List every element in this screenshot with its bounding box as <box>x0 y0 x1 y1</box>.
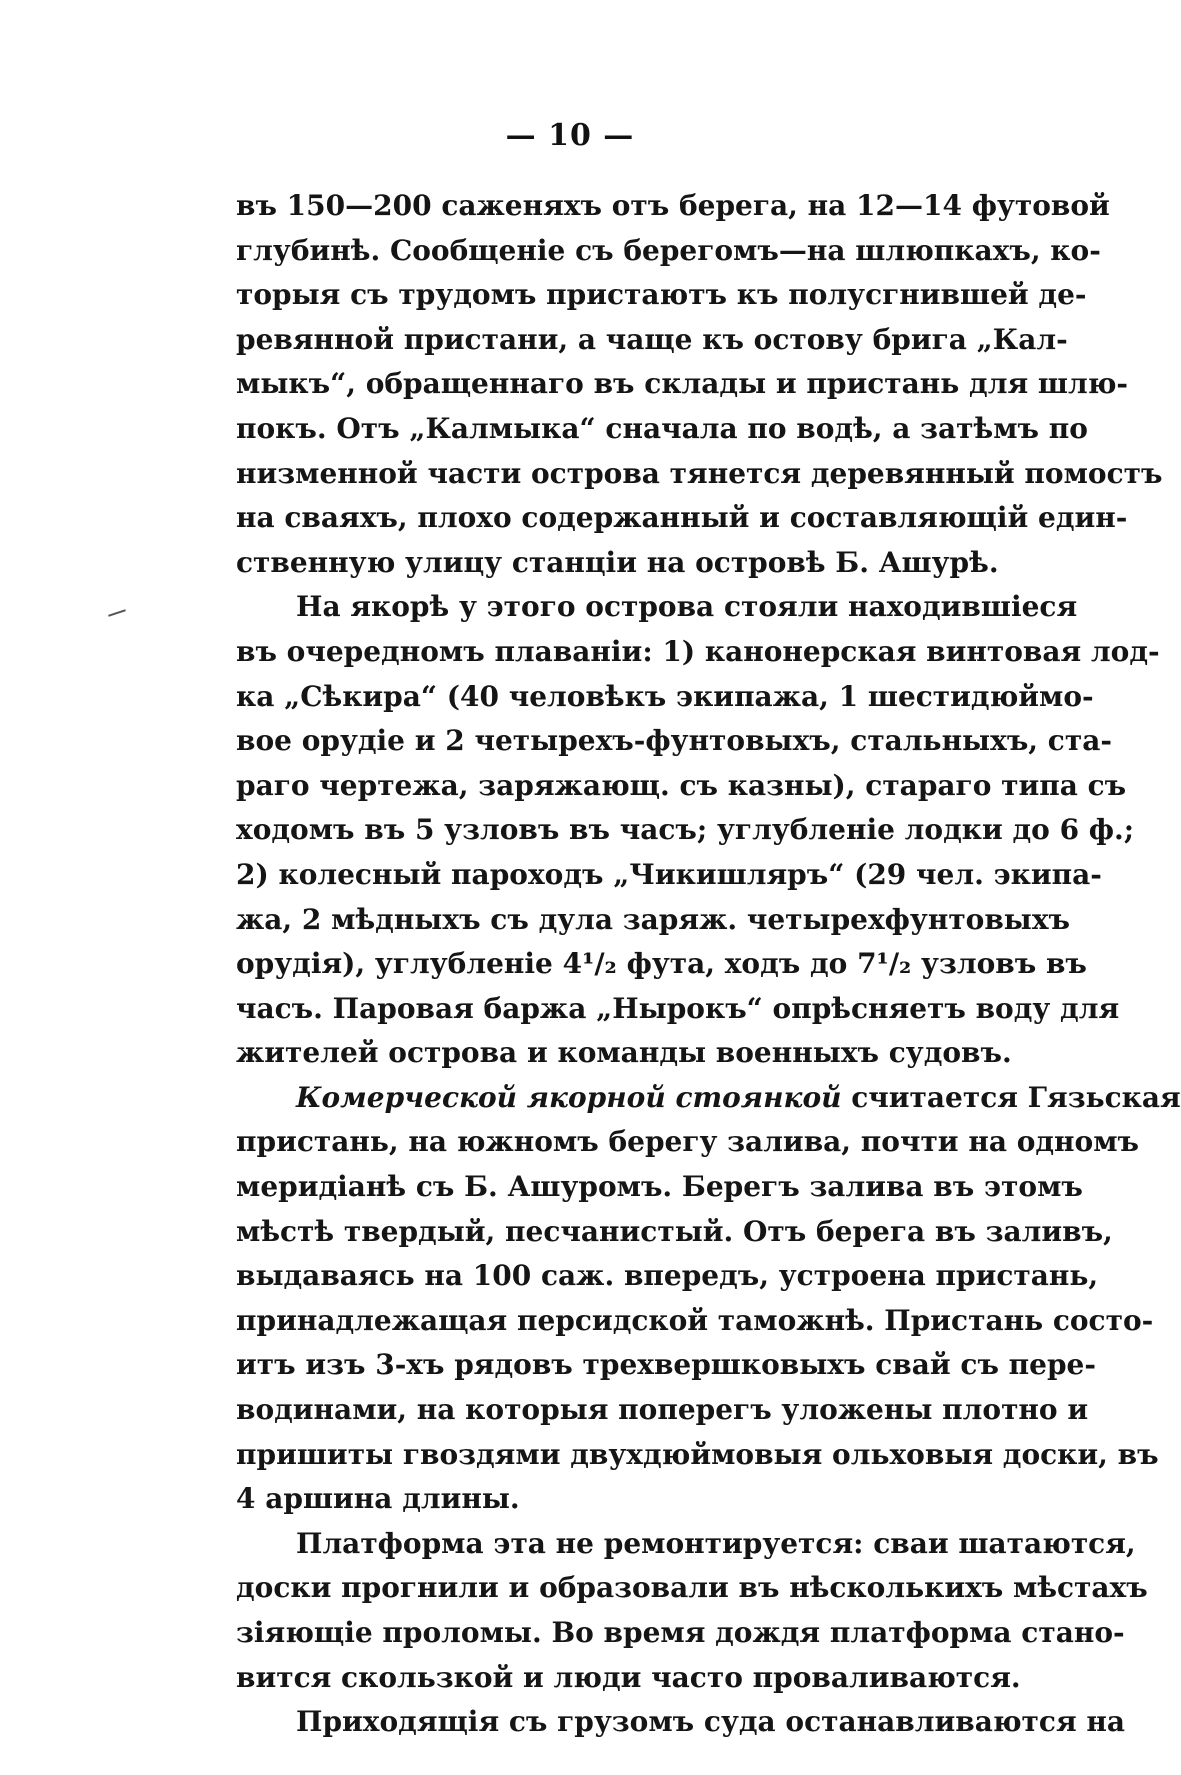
text-line: итъ изъ 3-хъ рядовъ трехвершковыхъ свай съ пере- <box>236 1348 1096 1382</box>
text-line: жа, 2 мѣдныхъ съ дула заряж. четырехфунтовыхъ <box>236 902 1071 936</box>
text-line: мѣстѣ твердый, песчанистый. Отъ берега въ заливъ, <box>236 1214 1113 1248</box>
text-line: въ очередномъ плаваніи: 1) канонерская винтовая лод- <box>236 634 1160 668</box>
body-text <box>236 184 1181 1745</box>
text-line: раго чертежа, заряжающ. съ казны), стараго типа съ <box>236 768 1127 802</box>
italic-heading: Комерческой якорной стоянкой <box>296 1080 842 1114</box>
text-line: ственную улицу станціи на островѣ Б. Ашурѣ. <box>236 545 999 579</box>
text-line: водинами, на которыя поперегъ уложены плотно и <box>236 1393 1089 1427</box>
text-line: доски прогнили и образовали въ нѣсколькихъ мѣстахъ <box>236 1571 1148 1605</box>
text-line: жителей острова и команды военныхъ судовъ. <box>236 1036 1012 1070</box>
text-line: вится скользкой и люди часто проваливаются. <box>236 1660 1021 1694</box>
text-line: 4 аршина длины. <box>236 1482 520 1516</box>
text-line: меридіанѣ съ Б. Ашуромъ. Берегъ залива въ этомъ <box>236 1170 1083 1204</box>
page-number: — 10 — <box>505 118 635 153</box>
margin-pencil-mark <box>108 609 126 616</box>
text-line: Приходящія съ грузомъ суда останавливаются на <box>296 1705 1126 1739</box>
text-line: на сваяхъ, плохо содержанный и составляющій един- <box>236 501 1128 535</box>
text-line: 2) колесный пароходъ „Чикишляръ“ (29 чел. экипа- <box>236 857 1102 891</box>
text-line: глубинѣ. Сообщеніе съ берегомъ—на шлюпкахъ, ко- <box>236 233 1101 267</box>
text-line: Платформа эта не ремонтируется: сваи шатаются, <box>296 1526 1136 1560</box>
text-line: зіяющіе проломы. Во время дождя платформа стано- <box>236 1616 1125 1649</box>
text-line: ревянной пристани, а чаще къ остову брига „Кал- <box>236 322 1068 356</box>
text-line: пришиты гвоздями двухдюймовыя ольховыя доски, въ <box>236 1437 1159 1471</box>
text-line: выдаваясь на 100 саж. впередъ, устроена пристань, <box>236 1259 1099 1293</box>
text-line: низменной части острова тянется деревянный помостъ <box>236 456 1163 490</box>
text-fragment: считается Гязьская <box>841 1080 1181 1114</box>
text-line: покъ. Отъ „Калмыка“ сначала по водѣ, а затѣмъ по <box>236 411 1088 445</box>
text-line: ка „Сѣкира“ (40 человѣкъ экипажа, 1 шестидюймо- <box>236 679 1094 713</box>
text-line: принадлежащая персидской таможнѣ. Пристань состо- <box>236 1303 1154 1337</box>
text-line: вое орудіе и 2 четырехъ-фунтовыхъ, стальныхъ, ста- <box>236 724 1112 758</box>
text-line: въ 150—200 саженяхъ отъ берега, на 12—14 футовой <box>236 189 1110 222</box>
text-line <box>236 1076 1181 1121</box>
text-line: часъ. Паровая баржа „Нырокъ“ опрѣсняетъ воду для <box>236 991 1120 1025</box>
text-line: мыкъ“, обращеннаго въ склады и пристань для шлю- <box>236 367 1129 401</box>
text-line: ходомъ въ 5 узловъ въ часъ; углубленіе лодки до 6 ф.; <box>236 813 1135 847</box>
text-line: пристань, на южномъ берегу залива, почти на одномъ <box>236 1125 1140 1159</box>
text-line: На якорѣ у этого острова стояли находившіеся <box>296 590 1078 624</box>
text-line: торыя съ трудомъ пристаютъ къ полусгнившей де- <box>236 278 1087 312</box>
text-line: орудія), углубленіе 4¹/₂ фута, ходъ до 7¹/₂ узловъ въ <box>236 947 1087 981</box>
